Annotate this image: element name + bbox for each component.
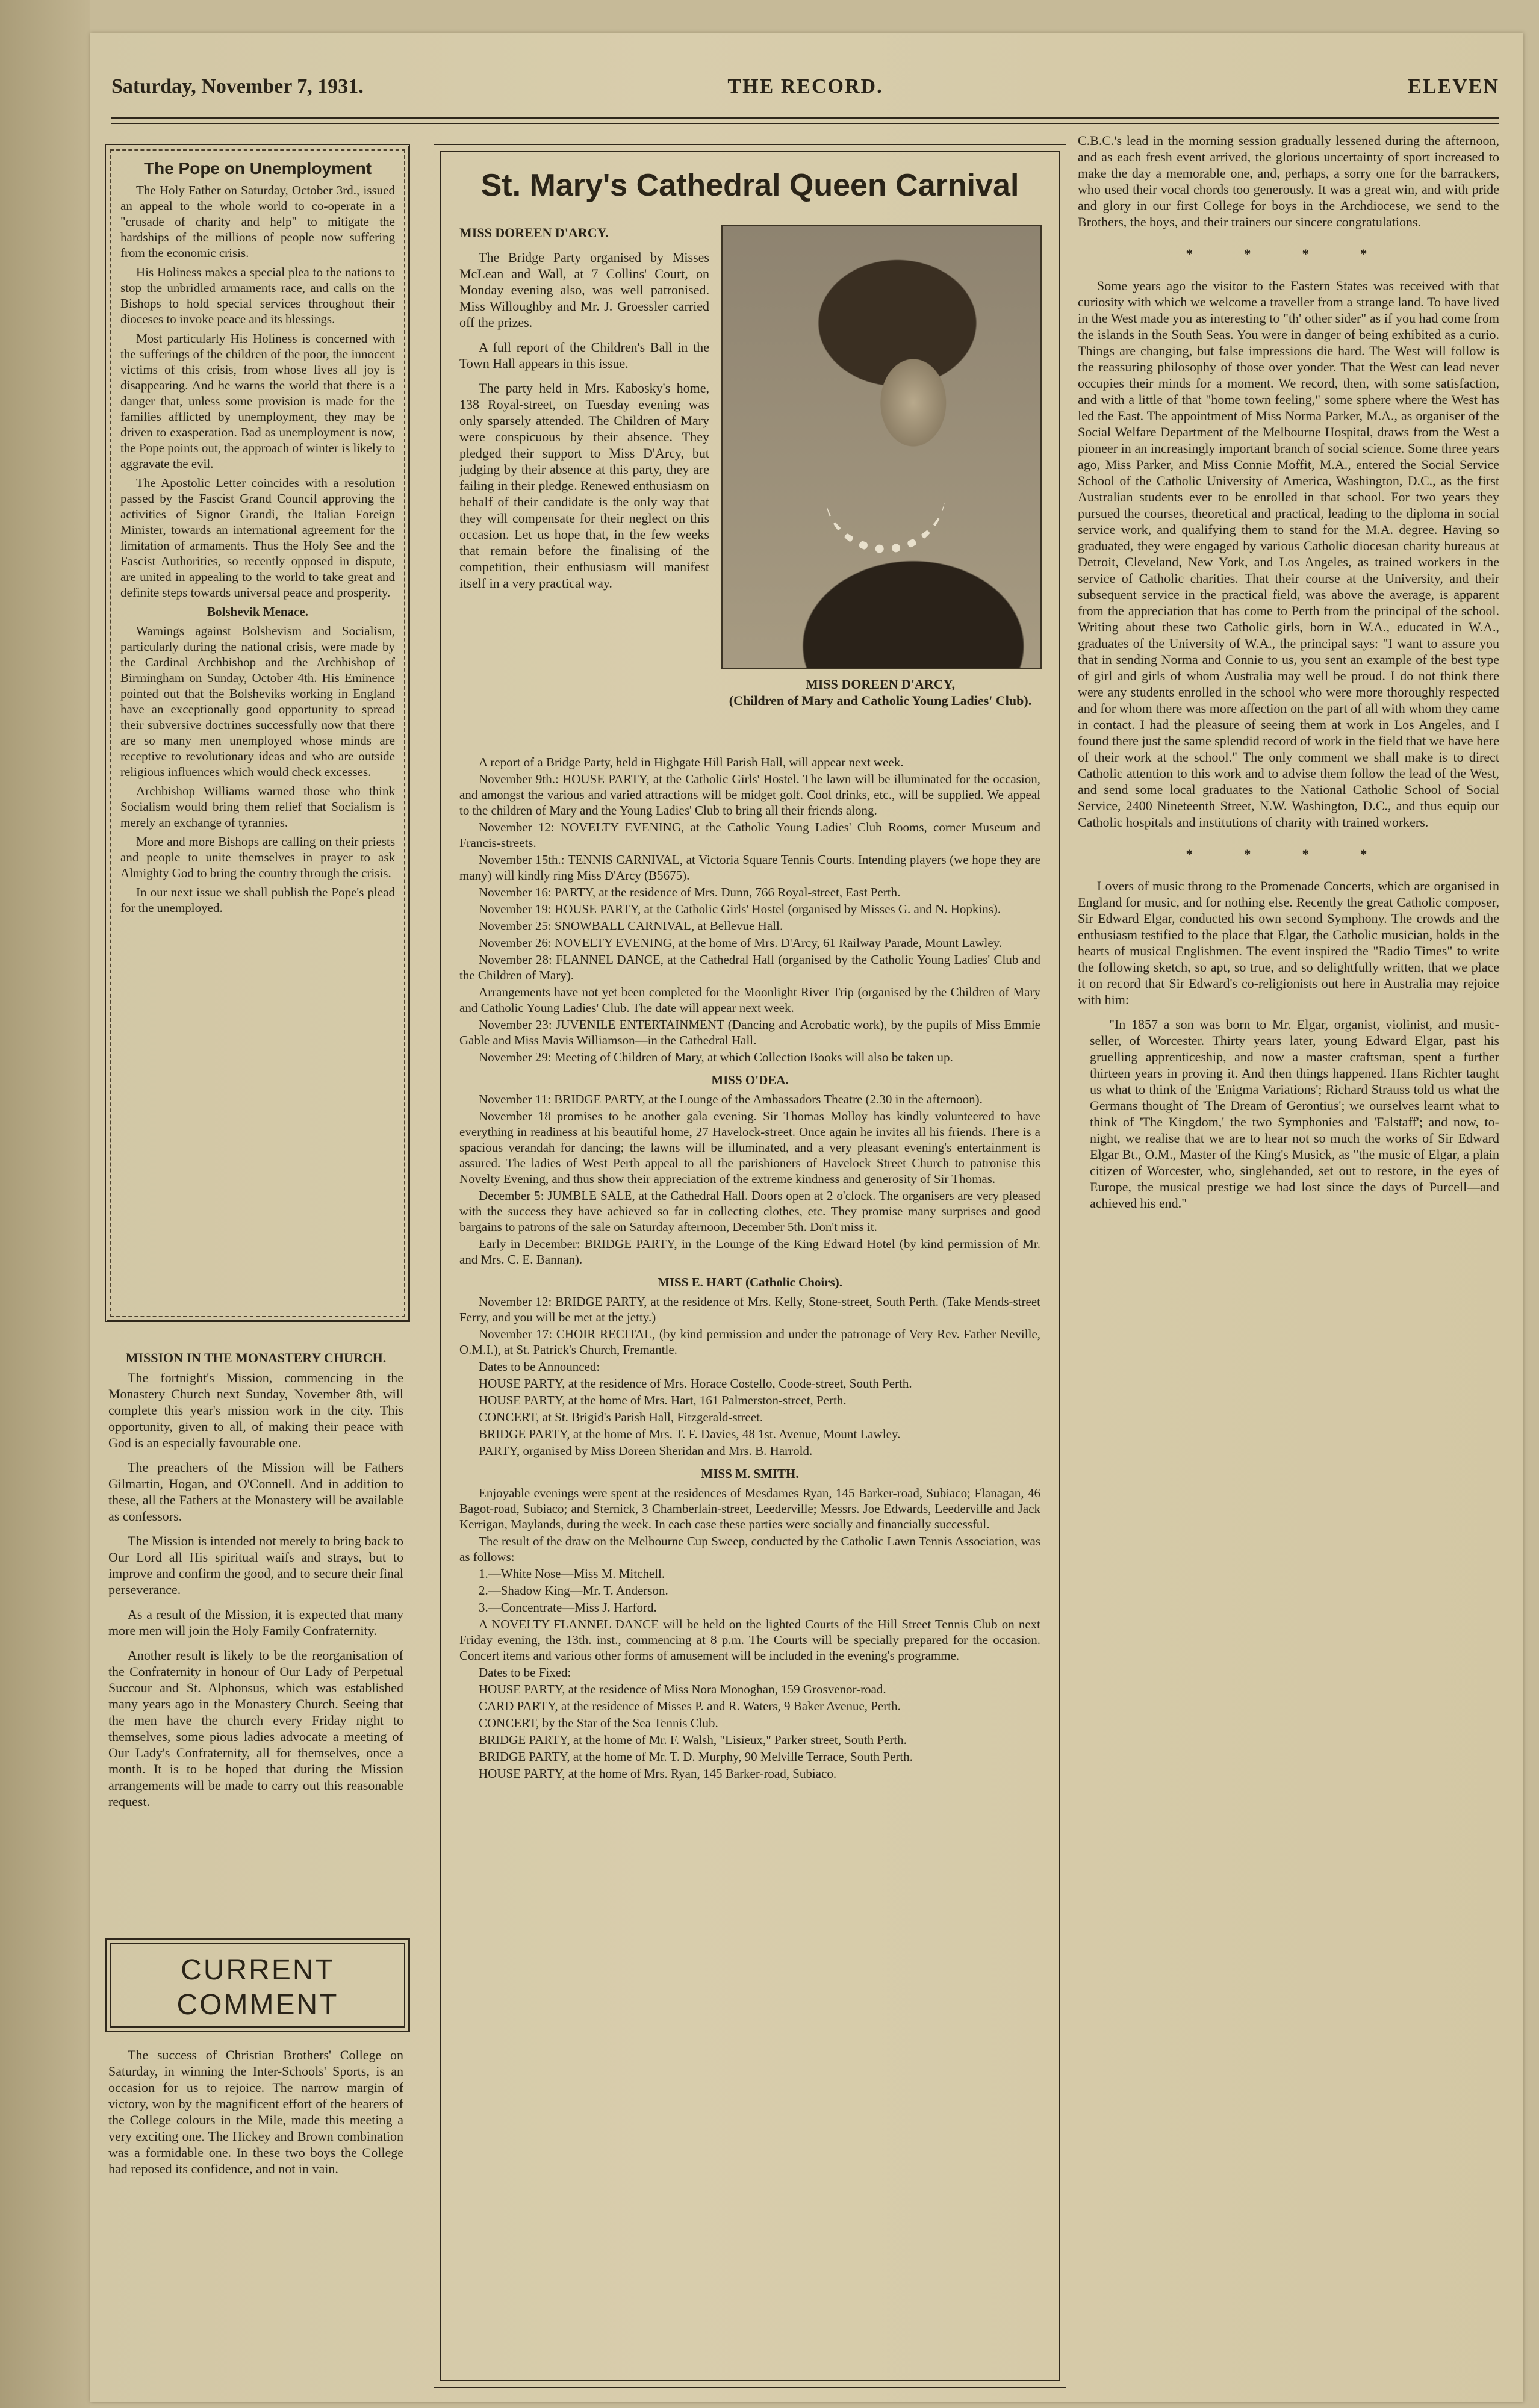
- current-comment-title-2: COMMENT: [176, 1989, 339, 2021]
- event-item: PARTY, organised by Miss Doreen Sheridan and Mrs. B. Harrold.: [479, 1444, 813, 1458]
- pope-article: [120, 157, 395, 1309]
- event-item: HOUSE PARTY, at the home of Mrs. Hart, 161 Palmerston-street, Perth.: [479, 1393, 847, 1407]
- newspaper-page: [90, 33, 1523, 2402]
- event-item: November 12: BRIDGE PARTY, at the residence of Mrs. Kelly, Stone-street, South Perth. (Take Mends-street Ferry, and you will be met at the jetty.): [459, 1294, 1040, 1324]
- caption-affiliation: (Children of Mary and Catholic Young Ladies' Club).: [729, 693, 1032, 708]
- mission-title: MISSION IN THE MONASTERY CHURCH.: [125, 1350, 387, 1365]
- cathedral-title: St. Mary's Cathedral Queen Carnival: [480, 168, 1019, 203]
- event-item: December 5: JUMBLE SALE, at the Cathedral Hall. Doors open at 2 o'clock. The organisers are very pleased with the success they have achieved so far in collecting clothes, etc. They promise many surprises and good bargains to patrons of the sale on Saturday afternoon, December 5th. Don't miss it.: [459, 1188, 1040, 1234]
- event-item: A report of a Bridge Party, held in Highgate Hill Parish Hall, will appear next week.: [479, 755, 904, 769]
- cathedral-subheading: MISS DOREEN D'ARCY.: [459, 225, 609, 240]
- elgar-quote: "In 1857 a son was born to Mr. Elgar, organist, violinist, and music-seller, of Worcester. Thirty years later, young Edward Elgar, past his gruelling apprenticeship, and now a master craftsman, spent a further thirteen years in proving it. And then things happened. Hans Richter taught us what to think of the 'Enigma Variations'; Richard Strauss told us what the Germans thought of 'The Dream of Gerontius'; we ourselves learnt what to think of 'The Kingdom,' the two Symphonies and 'Falstaff'; and now, to-night, we realise that we are to hear not so much the works of Sir Edward Elgar Bt., O.M., Master of the King's Musick, as "the music of Elgar, a plain citizen of Worcester, who, singlehanded, set out to restore, in the eyes of Europe, the musical prestige we had lost since the days of Purcell—and achieved his end.": [1090, 1017, 1499, 1211]
- event-item: 2.—Shadow King—Mr. T. Anderson.: [479, 1583, 668, 1598]
- event-item: The result of the draw on the Melbourne Cup Sweep, conducted by the Catholic Lawn Tennis Association, was as follows:: [459, 1534, 1040, 1564]
- event-item: CONCERT, at St. Brigid's Parish Hall, Fitzgerald-street.: [479, 1410, 763, 1424]
- pope-subheading: Bolshevik Menace.: [207, 604, 308, 619]
- cathedral-events: [459, 754, 1040, 1783]
- section-divider: * * * *: [1186, 846, 1391, 861]
- event-item: November 28: FLANNEL DANCE, at the Cathedral Hall (organised by the Catholic Young Ladies' Club and the Children of Mary).: [459, 952, 1040, 982]
- event-item: November 25: SNOWBALL CARNIVAL, at Bellevue Hall.: [479, 919, 783, 933]
- current-comment-continued: [1078, 132, 1499, 2390]
- event-item: BRIDGE PARTY, at the home of Mr. T. D. Murphy, 90 Melville Terrace, South Perth.: [479, 1749, 913, 1764]
- event-item: November 26: NOVELTY EVENING, at the home of Mrs. D'Arcy, 61 Railway Parade, Mount Lawley.: [479, 936, 1003, 950]
- event-item: CONCERT, by the Star of the Sea Tennis Club.: [479, 1716, 718, 1730]
- event-item: November 29: Meeting of Children of Mary, at which Collection Books will also be taken up.: [479, 1050, 953, 1064]
- pearl-necklace: [825, 479, 945, 553]
- comment-paragraph: Some years ago the visitor to the Eastern States was received with that curiosity with which we welcome a traveller from a strange land. To have lived in the West made you as interesting to "th' other sider" as if you had come from the islands in the South Seas. You were in danger of being exhibited as a curio. Things are changing, but false impressions die hard. The West will follow is the reassuring philosophy of those over yonder. That the West can lead never occupies their minds for a moment. We record, then, with some satisfaction, and with a little of that "home town feeling," some sphere where the West has led the East. The appointment of Miss Norma Parker, M.A., as organiser of the Social Welfare Department of the Melbourne Hospital, draws from the West a pioneer in an increasingly important branch of social science. Some three years ago, Miss Parker, and Miss Connie Moffit, M.A., entered the Social Service School of the Catholic University of America, Washington, D.C., as the first Australian students ever to be enrolled in that school. For two years they pursued the courses, theoretical and practical, leading to the diploma in social service work, and qualifying them to stand for the M.A. degree. Having so graduated, they were engaged by various Catholic diocesan charity bureaus at Detroit, Cleveland, New York, and Los Angeles, as trained workers in the service of Catholic charities. That their course at the University, and their subsequent service in the practical field, was above the average, is apparent from the appreciation that has come to Perth from the principal of the school. Writing about these two Catholic girls, born in W.A., educated in W.A., graduates of the University of W.A., the principal says: "I want to assure you that in sending Norma and Connie to us, you sent an example of the best type of girl and girls of whom Australia may well be proud. I do not think there were any students enrolled in the school who were more thoroughly respected and for whom there was more affection on the part of all with whom they came in contact. I had the pleasure of seeing them at work in Los Angeles, and I found there just the same splendid record of work in the field that we have here of their work at the school." The only comment we shall make is to direct Catholic attention to this work and to advise them follow the lead of the West, and send some local graduates to the National Catholic School of Social Service, 2400 Nineteenth Street, N.W. Washington, D.C., and thus equip our Catholic hospitals and institutions of charity with trained workers.: [1078, 278, 1499, 830]
- portrait-photo: [721, 225, 1042, 669]
- current-comment-paragraph: The success of Christian Brothers' College on Saturday, in winning the Inter-Schools' Sports, is an occasion for us to rejoice. The narrow margin of victory, won by the magnificent effort of the bearers of the College colours in the Mile, made this meeting a very exciting one. The Hickey and Brown combination was a formidable one. In these two boys the College had reposed its confidence, and not in vain.: [108, 2047, 403, 2176]
- pope-paragraph: Warnings against Bolshevism and Socialism, particularly during the national crisis, were made by the Cardinal Archbishop and the Archbishop of Birmingham on Sunday, October 4th. His Eminence pointed out that the Bolsheviks working in England have an exceptionally good opportunity to spread their subversive doctrines successfully now that there are so many men unemployed whose minds are receptive to revolutionary ideas and who are outside religious influences which would check excesses.: [120, 624, 395, 779]
- event-item: November 15th.: TENNIS CARNIVAL, at Victoria Square Tennis Courts. Intending players (we hope they are many) will kindly ring Miss D'Arcy (B5675).: [459, 852, 1040, 883]
- masthead-rule-thin: [111, 123, 1499, 124]
- photo-caption: [721, 676, 1039, 709]
- pope-article-box: [105, 144, 410, 1322]
- event-item: November 16: PARTY, at the residence of Mrs. Dunn, 766 Royal-street, East Perth.: [479, 885, 901, 899]
- current-comment-article: [108, 2047, 403, 2390]
- paper-title: THE RECORD.: [727, 75, 883, 98]
- event-item: BRIDGE PARTY, at the home of Mr. F. Walsh, "Lisieux," Parker street, South Perth.: [479, 1733, 907, 1747]
- mission-paragraph: The fortnight's Mission, commencing in the Monastery Church next Sunday, November 8th, will complete this year's mission work in the city. This opportunity, given to all, of making their peace with God is an especially favourable one.: [108, 1370, 403, 1450]
- candidate-heading: MISS E. HART (Catholic Choirs).: [658, 1275, 842, 1289]
- event-item: Arrangements have not yet been completed for the Moonlight River Trip (organised by the Children of Mary and Catholic Young Ladies' Club. The date will appear next week.: [459, 985, 1040, 1015]
- book-spine: [0, 0, 90, 2408]
- event-item: HOUSE PARTY, at the residence of Mrs. Horace Costello, Coode-street, South Perth.: [479, 1376, 912, 1391]
- current-comment-title-1: CURRENT: [181, 1954, 335, 1986]
- event-item: November 23: JUVENILE ENTERTAINMENT (Dancing and Acrobatic work), by the pupils of Miss Emmie Gable and Miss Mavis Williamson—in the Cathedral Hall.: [459, 1017, 1040, 1047]
- cathedral-paragraph: A full report of the Children's Ball in the Town Hall appears in this issue.: [459, 340, 709, 371]
- event-item: BRIDGE PARTY, at the home of Mrs. T. F. Davies, 48 1st. Avenue, Mount Lawley.: [479, 1427, 901, 1441]
- event-item: HOUSE PARTY, at the residence of Miss Nora Monoghan, 159 Grosvenor-road.: [479, 1682, 886, 1696]
- section-divider: * * * *: [1186, 246, 1391, 261]
- pope-paragraph: Archbishop Williams warned those who think Socialism would bring them relief that Socialism is merely an exchange of tyrannies.: [120, 784, 395, 830]
- event-item: HOUSE PARTY, at the home of Mrs. Ryan, 145 Barker-road, Subiaco.: [479, 1766, 837, 1781]
- event-item: Early in December: BRIDGE PARTY, in the Lounge of the King Edward Hotel (by kind permission of Mr. and Mrs. C. E. Bannan).: [459, 1237, 1040, 1267]
- event-item: November 17: CHOIR RECITAL, (by kind permission and under the patronage of Very Rev. Father Neville, O.M.I.), at St. Patrick's Church, Fremantle.: [459, 1327, 1040, 1357]
- event-item: CARD PARTY, at the residence of Misses P. and R. Waters, 9 Baker Avenue, Perth.: [479, 1699, 901, 1713]
- event-item: November 19: HOUSE PARTY, at the Catholic Girls' Hostel (organised by Misses G. and N. Hopkins).: [479, 902, 1001, 916]
- pope-paragraph: In our next issue we shall publish the Pope's plead for the unemployed.: [120, 885, 395, 915]
- event-item: 1.—White Nose—Miss M. Mitchell.: [479, 1566, 665, 1581]
- candidate-heading: MISS M. SMITH.: [701, 1466, 799, 1481]
- event-item: November 12: NOVELTY EVENING, at the Catholic Young Ladies' Club Rooms, corner Museum and Francis-streets.: [459, 820, 1040, 850]
- mission-paragraph: The Mission is intended not merely to bring back to Our Lord all His spiritual waifs and strays, but to improve and confirm the good, and to secure their final perseverance.: [108, 1533, 403, 1597]
- mission-paragraph: Another result is likely to be the reorganisation of the Confraternity in honour of Our Lady of Perpetual Succour and St. Alphonsus, which was established many years ago in the Monastery Church. Seeing that the men have the church every Friday night to themselves, some pious ladies advocate a meeting of Our Lady's Confraternity, all for themselves, once a month. It is to be hoped that during the Mission arrangements will be made to carry out this reasonable request.: [108, 1648, 403, 1809]
- event-item: November 11: BRIDGE PARTY, at the Lounge of the Ambassadors Theatre (2.30 in the afternoon).: [479, 1092, 983, 1106]
- pope-article-title: The Pope on Unemployment: [143, 159, 372, 178]
- cathedral-carnival-box: [434, 144, 1066, 2388]
- pope-paragraph: His Holiness makes a special plea to the nations to stop the unbridled armaments race, and calls on the Bishops to hold special services throughout their dioceses to invoke peace and its blessings.: [120, 265, 395, 326]
- mission-paragraph: The preachers of the Mission will be Fathers Gilmartin, Hogan, and O'Connell. And in addition to these, all the Fathers at the Monastery will be available as confessors.: [108, 1460, 403, 1524]
- cathedral-paragraph: The Bridge Party organised by Misses McLean and Wall, at 7 Collins' Court, on Monday evening also, was well patronised. Miss Willoughby and Mr. J. Groessler carried off the prizes.: [459, 250, 709, 330]
- pope-paragraph: More and more Bishops are calling on their priests and people to unite themselves in prayer to ask Almighty God to bring the country through the crisis.: [120, 834, 395, 880]
- page-number: ELEVEN: [1408, 75, 1499, 98]
- masthead-rule: [111, 117, 1499, 119]
- event-item: Dates to be Announced:: [479, 1359, 600, 1374]
- pope-paragraph: Most particularly His Holiness is concerned with the sufferings of the children of the poor, the innocent victims of this crisis, from whose lives all joy is disappearing. And he warns the world that there is a danger that, unless some provision is made for the families afflicted by unemployment, they may be driven to exasperation. Bad as unemployment is now, the Pope points out, the approach of winter is likely to aggravate the evil.: [120, 331, 395, 471]
- current-comment-banner: [105, 1938, 410, 2032]
- event-item: Dates to be Fixed:: [479, 1665, 571, 1680]
- caption-name: MISS DOREEN D'ARCY,: [806, 677, 955, 692]
- mission-paragraph: As a result of the Mission, it is expected that many more men will join the Holy Family Confraternity.: [108, 1607, 403, 1638]
- pope-paragraph: The Holy Father on Saturday, October 3rd., issued an appeal to the whole world to co-operate in a "crusade of charity and help" to mitigate the hardships of the millions of people now suffering from the economic crisis.: [120, 183, 395, 260]
- cathedral-intro: [459, 225, 709, 600]
- mission-article: [108, 1342, 403, 1920]
- pope-paragraph: The Apostolic Letter coincides with a resolution passed by the Fascist Grand Council approving the activities of Signor Grandi, the Italian Foreign Minister, towards an international agreement for the limitation of armaments. Thus the Holy See and the Fascist Authorities, so recently opposed in dispute, are united in appealing to the world to take great and definite steps towards universal peace and prosperity.: [120, 476, 395, 600]
- candidate-heading: MISS O'DEA.: [711, 1073, 789, 1087]
- comment-paragraph: Lovers of music throng to the Promenade Concerts, which are organised in England for music, and for nothing else. Recently the great Catholic composer, Sir Edward Elgar, conducted his own second Symphony. The crowds and the enthusiasm testified to the place that Elgar, the Catholic musician, holds in the hearts of musical Englishmen. The event inspired the "Radio Times" to write the following sketch, so apt, so true, and so delightfully written, that we place it on record that Sir Edward's co-religionists out here in Australia may rejoice with him:: [1078, 878, 1499, 1007]
- cathedral-paragraph: The party held in Mrs. Kabosky's home, 138 Royal-street, on Tuesday evening was only sparsely attended. The Children of Mary were conspicuous by their absence. They pledged their support to Miss D'Arcy, but judging by their absence at this party, they are failing in their pledge. Renewed enthusiasm on behalf of their candidate is the only way that they will compensate for their neglect on this occasion. Let us hope that, in the few weeks that remain before the finalising of the competition, their enthusiasm will manifest itself in a very practical way.: [459, 380, 709, 591]
- event-item: A NOVELTY FLANNEL DANCE will be held on the lighted Courts of the Hill Street Tennis Club on next Friday evening, the 13th. inst., commencing at 8 p.m. The Courts will be specially prepared for the occasion. Concert items and various other forms of amusement will be included in the evening's programme.: [459, 1617, 1040, 1663]
- event-item: November 18 promises to be another gala evening. Sir Thomas Molloy has kindly volunteered to have everything in readiness at his beautiful home, 27 Havelock-street. Once again he invites all his friends. There is a spacious verandah for dancing; the lawns will be illuminated, and a very pleasant evening's entertainment is assured. The ladies of West Perth appeal to all the parishioners of Havelock Street Church to patronise this Novelty Evening, and thus show their appreciation of the extreme kindness and generosity of Sir Thomas.: [459, 1109, 1040, 1186]
- event-item: November 9th.: HOUSE PARTY, at the Catholic Girls' Hostel. The lawn will be illuminated for the occasion, and amongst the various and varied attractions will be midget golf. Cool drinks, etc., will be supplied. We appeal to the children of Mary and the Young Ladies' Club to bring all their friends along.: [459, 772, 1040, 818]
- comment-paragraph: C.B.C.'s lead in the morning session gradually lessened during the afternoon, and as each fresh event arrived, the glorious uncertainty of sport increased to make the day a memorable one, and, perhaps, a sorry one for the barrackers, who used their vocal chords too generously. It was a great win, and with pride and glory in our first College for boys in the Archdiocese, we send to the Brothers, the boys, and their trainers our sincere congratulations.: [1078, 133, 1499, 229]
- masthead: [111, 75, 1499, 111]
- event-item: Enjoyable evenings were spent at the residences of Mesdames Ryan, 145 Barker-road, Subiaco; Flanagan, 46 Bagot-road, Subiaco; and Sternick, 3 Chamberlain-street, Leederville; Messrs. Joe Edwards, Leederville and Jack Kerrigan, Maylands, during the week. In each case these parties were socially and financially successful.: [459, 1486, 1040, 1531]
- event-item: 3.—Concentrate—Miss J. Harford.: [479, 1600, 657, 1615]
- issue-date: Saturday, November 7, 1931.: [111, 75, 364, 98]
